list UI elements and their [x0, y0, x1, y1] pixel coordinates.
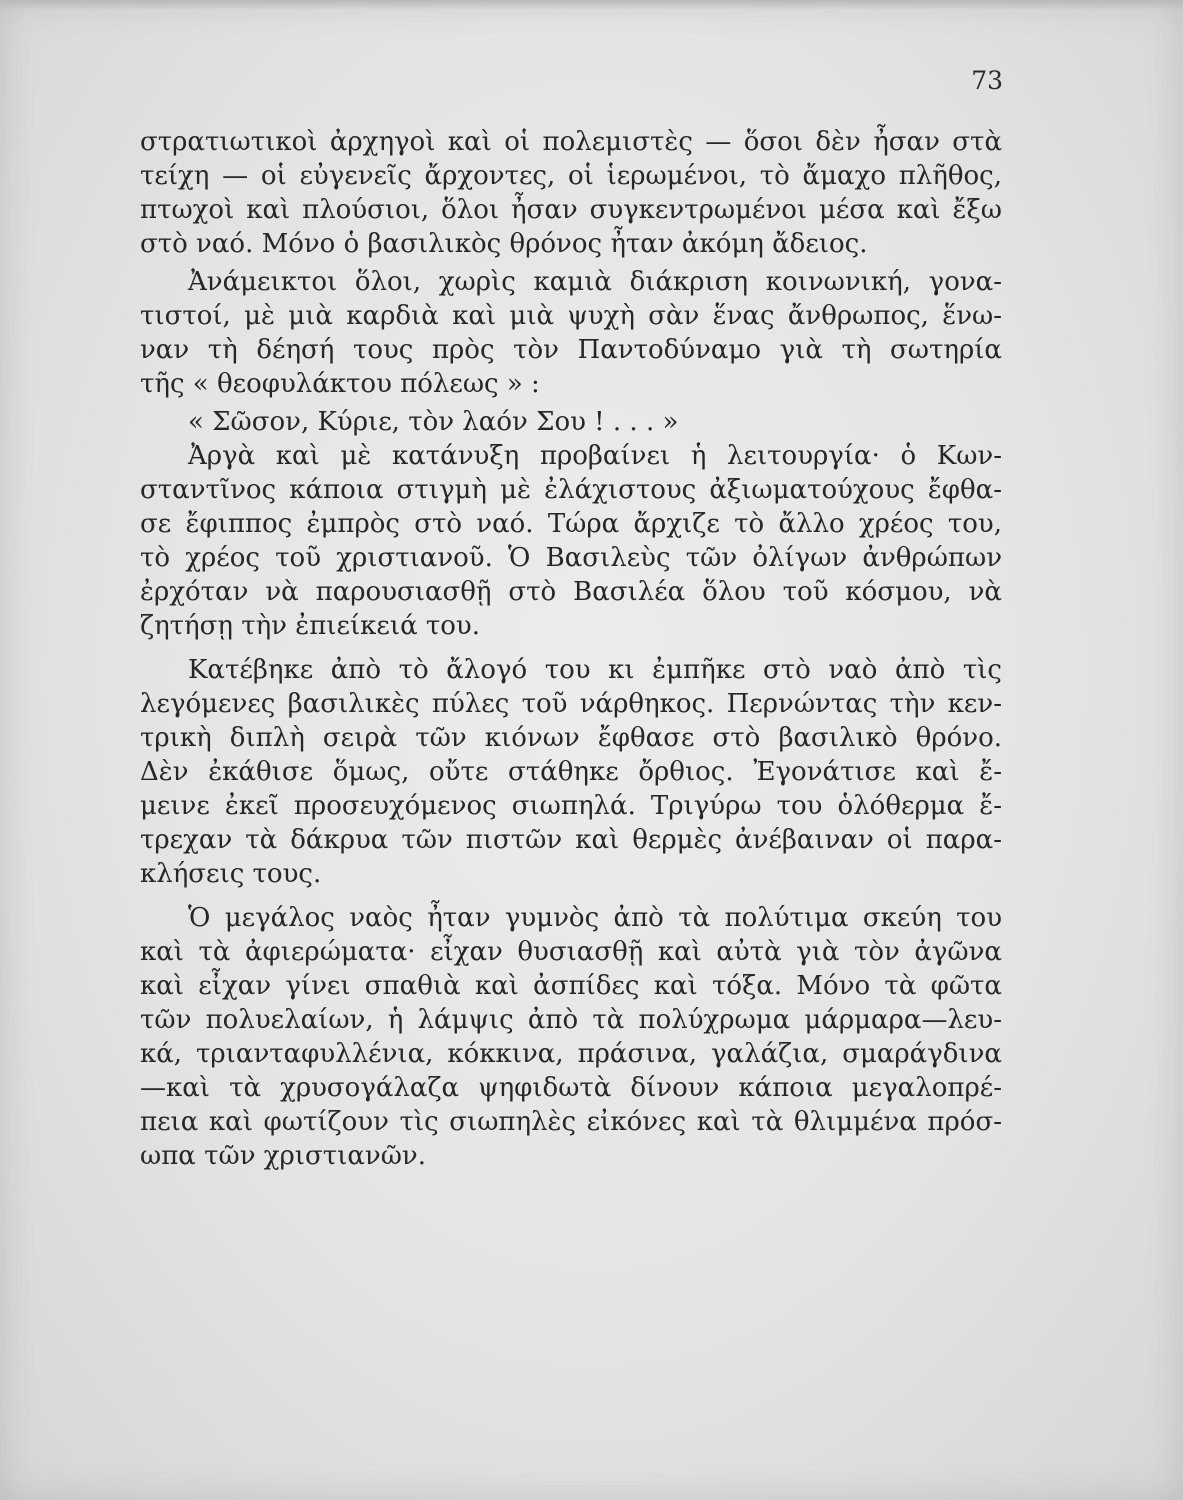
text-line: Κατέβηκε ἀπὸ τὸ ἄλογό του κι ἐμπῆκε στὸ ναὸ ἀπὸ τὶς: [188, 655, 1002, 685]
text-line: λεγόμενες βασιλικὲς πύλες τοῦ νάρθηκος. Περνώντας τὴν κεν-: [140, 689, 1002, 719]
page-top-edge: [0, 0, 1183, 10]
text-line: Δὲν ἐκάθισε ὅμως, οὔτε στάθηκε ὄρθιος. Ἐγονάτισε καὶ ἔ-: [140, 757, 1002, 787]
text-line: τῶν πολυελαίων, ἡ λάμψις ἀπὸ τὰ πολύχρωμα μάρμαρα—λευ-: [140, 1005, 1002, 1035]
text-line: τρικὴ διπλὴ σειρὰ τῶν κιόνων ἔφθασε στὸ βασιλικὸ θρόνο.: [140, 723, 1002, 753]
text-line: κλήσεις τους.: [140, 859, 322, 889]
text-line: σε ἔφιππος ἐμπρὸς στὸ ναό. Τώρα ἄρχιζε τὸ ἄλλο χρέος του,: [140, 509, 1002, 539]
quote-line: « Σῶσον, Κύριε, τὸν λαόν Σου ! . . . »: [188, 407, 679, 437]
text-line: μεινε ἐκεῖ προσευχόμενος σιωπηλά. Τριγύρω του ὁλόθερμα ἔ-: [140, 791, 1002, 821]
text-line: ζητήσῃ τὴν ἐπιείκειά του.: [140, 611, 480, 641]
text-line: ἐρχόταν νὰ παρουσιασθῇ στὸ Βασιλέα ὅλου τοῦ κόσμου, νὰ: [140, 577, 1002, 607]
text-line: πεια καὶ φωτίζουν τὶς σιωπηλὲς εἰκόνες καὶ τὰ θλιμμένα πρόσ-: [140, 1107, 1002, 1137]
text-line: κά, τριανταφυλλένια, κόκκινα, πράσινα, γαλάζια, σμαράγδινα: [140, 1039, 1002, 1069]
text-line: Ἀργὰ καὶ μὲ κατάνυξη προβαίνει ἡ λειτουργία· ὁ Κων-: [188, 441, 1002, 471]
text-line: καὶ τὰ ἀφιερώματα· εἶχαν θυσιασθῇ καὶ αὐτὰ γιὰ τὸν ἀγῶνα: [140, 937, 1002, 967]
text-line: πτωχοὶ καὶ πλούσιοι, ὅλοι ἦσαν συγκεντρωμένοι μέσα καὶ ἔξω: [140, 195, 1002, 225]
text-line: στρατιωτικοὶ ἀρχηγοὶ καὶ οἱ πολεμιστὲς — ὅσοι δὲν ἦσαν στὰ: [140, 127, 1002, 157]
text-line: τρεχαν τὰ δάκρυα τῶν πιστῶν καὶ θερμὲς ἀνέβαιναν οἱ παρα-: [140, 825, 1002, 855]
text-line: Ὁ μεγάλος ναὸς ἦταν γυμνὸς ἀπὸ τὰ πολύτιμα σκεύη του: [188, 903, 1002, 933]
text-line: στὸ ναό. Μόνο ὁ βασιλικὸς θρόνος ἦταν ἀκόμη ἄδειος.: [140, 229, 868, 259]
text-line: σταντῖνος κάποια στιγμὴ μὲ ἐλάχιστους ἀξιωματούχους ἔφθα-: [140, 475, 1002, 505]
text-line: τείχη — οἱ εὐγενεῖς ἄρχοντες, οἱ ἱερωμένοι, τὸ ἄμαχο πλῆθος,: [140, 161, 1002, 191]
text-line: τὸ χρέος τοῦ χριστιανοῦ. Ὁ Βασιλεὺς τῶν ὀλίγων ἀνθρώπων: [140, 543, 1002, 573]
text-line: καὶ εἶχαν γίνει σπαθιὰ καὶ ἀσπίδες καὶ τόξα. Μόνο τὰ φῶτα: [140, 971, 1002, 1001]
text-line: ωπα τῶν χριστιανῶν.: [140, 1141, 426, 1171]
text-line: ναν τὴ δέησή τους πρὸς τὸν Παντοδύναμο γιὰ τὴ σωτηρία: [140, 335, 1002, 365]
text-line: τῆς « θεοφυλάκτου πόλεως » :: [140, 369, 540, 399]
text-line: τιστοί, μὲ μιὰ καρδιὰ καὶ μιὰ ψυχὴ σὰν ἕνας ἄνθρωπος, ἕνω-: [140, 301, 1002, 331]
text-line: Ἀνάμεικτοι ὅλοι, χωρὶς καμιὰ διάκριση κοινωνική, γονα-: [188, 267, 1002, 297]
body-text: [140, 125, 1002, 1173]
page-number: 73: [971, 66, 1003, 95]
text-line: —καὶ τὰ χρυσογάλαζα ψηφιδωτὰ δίνουν κάποια μεγαλοπρέ-: [140, 1073, 1002, 1103]
